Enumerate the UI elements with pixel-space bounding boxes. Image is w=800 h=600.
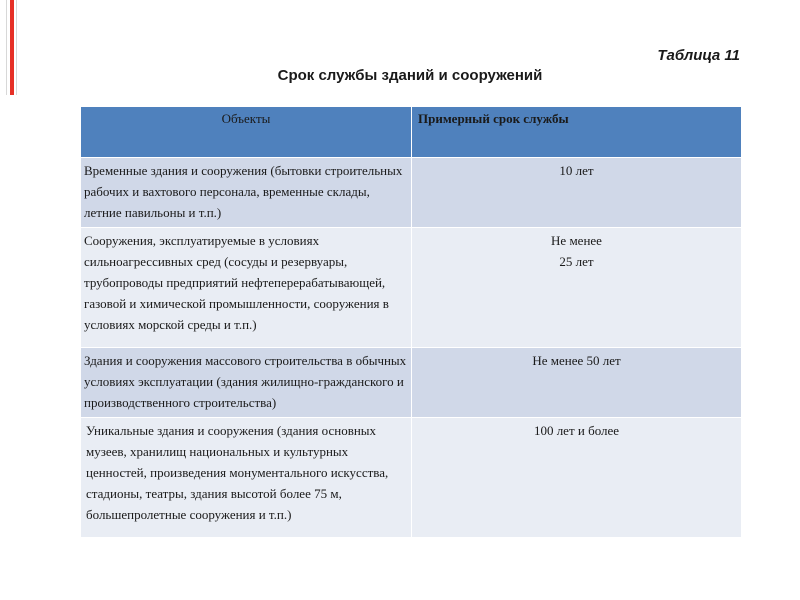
term-line-1: Не менее: [551, 233, 602, 248]
header-term: Примерный срок службы: [412, 107, 742, 158]
row-objects-cell: Здания и сооружения массового строительства в обычных условиях эксплуатации (здания жилищно-гражданского и производственного строительства): [81, 348, 412, 418]
table-number-label: Таблица 11: [657, 47, 740, 64]
table-row: [81, 418, 742, 538]
table-row: [81, 348, 742, 418]
table-row: [81, 228, 742, 348]
header-objects: Объекты: [81, 107, 412, 158]
row-term-cell: [412, 228, 742, 348]
row-term-cell: Не менее 50 лет: [412, 348, 742, 418]
service-life-table: [80, 106, 742, 538]
row-objects-cell: Уникальные здания и сооружения (здания основных музеев, хранилищ национальных и культурных ценностей, произведения монументального искусства, стадионы, театры, здания высотой более 75 м, большепролетные сооружения и т.п.): [81, 418, 412, 538]
row-term-cell: 100 лет и более: [412, 418, 742, 538]
table-header-row: [81, 107, 742, 158]
table-row: [81, 158, 742, 228]
row-objects-cell: Сооружения, эксплуатируемые в условиях сильноагрессивных сред (сосуды и резервуары, трубопроводы предприятий нефтеперерабатывающей, газовой и химической промышленности, сооружения в условиях морской среды и т.п.): [81, 228, 412, 348]
page-title: Срок службы зданий и сооружений: [277, 67, 543, 84]
row-objects-cell: Временные здания и сооружения (бытовки строительных рабочих и вахтового персонала, временные склады, летние павильоны и т.п.): [81, 158, 412, 228]
term-line-2: 25 лет: [559, 254, 594, 269]
row-term-cell: 10 лет: [412, 158, 742, 228]
